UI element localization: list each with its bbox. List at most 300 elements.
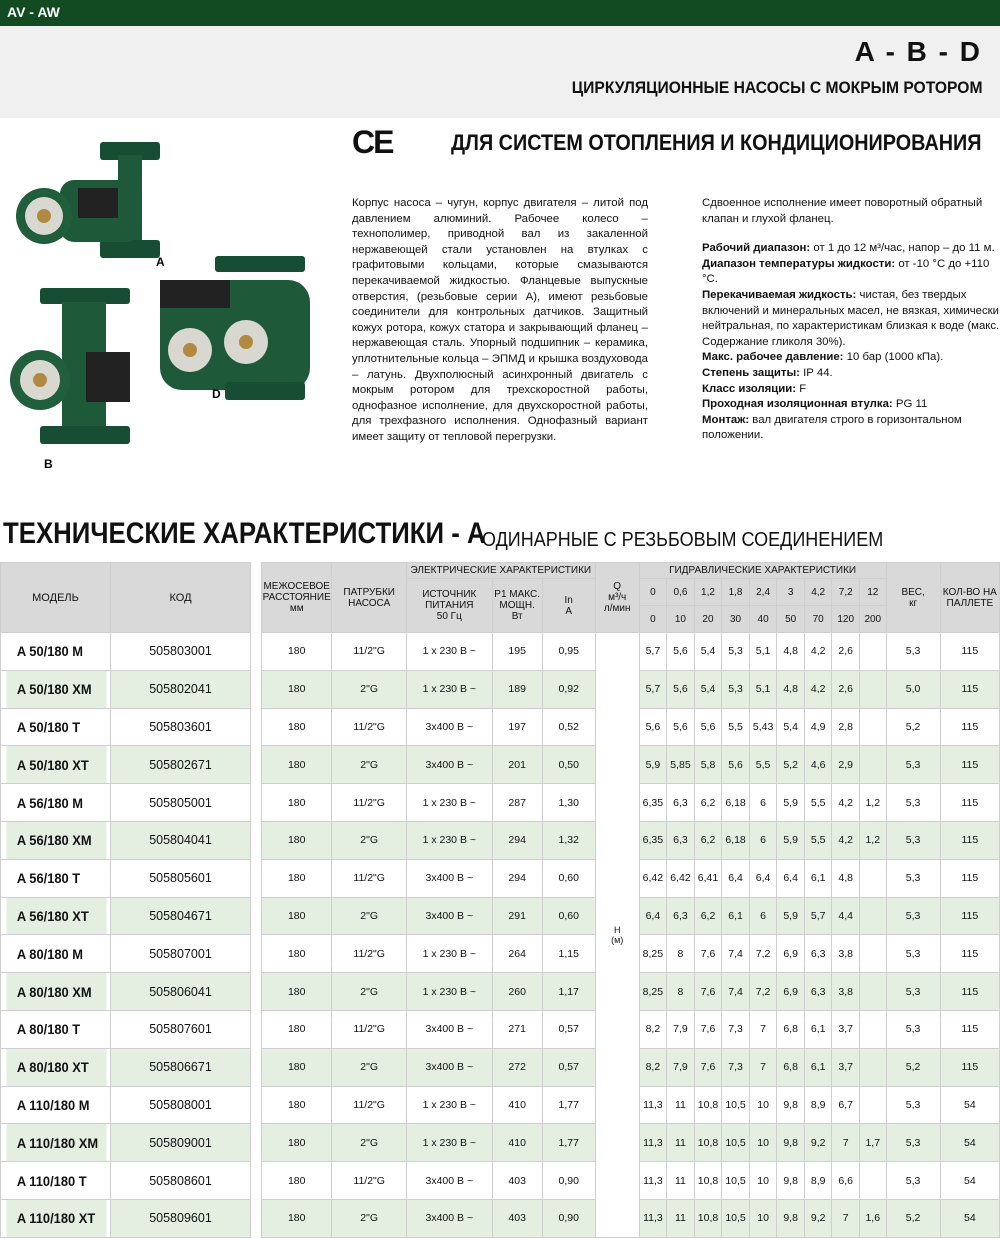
col-weight: ВЕС, кг	[886, 563, 940, 633]
head-cell	[860, 746, 887, 784]
pump-label-b: B	[44, 457, 53, 471]
supply-cell: 3x400 В ~	[406, 746, 492, 784]
head-cell: 5,9	[777, 784, 805, 822]
p1-cell: 201	[492, 746, 542, 784]
in-cell: 0,95	[542, 633, 595, 671]
header	[0, 26, 1000, 118]
head-cell: 6,35	[639, 821, 667, 859]
model-cell: A 80/180 XT	[5, 1048, 106, 1086]
head-cell: 10,8	[694, 1124, 722, 1162]
head-cell: 4,2	[832, 821, 860, 859]
weight-cell: 5,3	[886, 935, 940, 973]
pump-label-d: D	[212, 387, 221, 401]
distance-cell: 180	[262, 708, 332, 746]
col-distance: МЕЖОСЕВОЕ РАССТОЯНИЕ мм	[262, 563, 332, 633]
weight-cell: 5,2	[886, 1048, 940, 1086]
head-cell: 2,6	[832, 670, 860, 708]
in-cell: 0,57	[542, 1010, 595, 1048]
head-cell: 6,9	[777, 973, 805, 1011]
head-cell: 6,7	[832, 1086, 860, 1124]
p1-cell: 195	[492, 633, 542, 671]
head-cell: 5,85	[667, 746, 695, 784]
head-cell: 10,5	[722, 1086, 750, 1124]
head-cell: 5,2	[777, 746, 805, 784]
table-row	[1, 670, 251, 708]
p1-cell: 294	[492, 821, 542, 859]
port-cell: 11/2"G	[332, 859, 407, 897]
table-row	[1, 633, 251, 671]
head-cell: 5,5	[804, 821, 832, 859]
head-cell: 6,8	[777, 1048, 805, 1086]
p1-cell: 410	[492, 1086, 542, 1124]
distance-cell: 180	[262, 1199, 332, 1237]
pallet-cell: 115	[940, 784, 999, 822]
pallet-cell: 54	[940, 1199, 999, 1237]
weight-cell: 5,3	[886, 821, 940, 859]
head-cell: 11	[667, 1162, 695, 1200]
table-row	[1, 784, 251, 822]
spec-protection: Степень защиты: IP 44.	[702, 366, 833, 379]
head-cell: 7	[749, 1010, 777, 1048]
head-cell: 6,1	[804, 1048, 832, 1086]
p1-cell: 271	[492, 1010, 542, 1048]
weight-cell: 5,3	[886, 973, 940, 1011]
model-cell: A 110/180 XT	[5, 1199, 106, 1237]
weight-cell: 5,3	[886, 859, 940, 897]
head-cell: 5,9	[777, 821, 805, 859]
head-cell: 7,4	[722, 973, 750, 1011]
in-cell: 0,60	[542, 859, 595, 897]
model-cell: A 80/180 M	[5, 935, 106, 973]
head-cell	[860, 897, 887, 935]
head-cell: 6,3	[667, 897, 695, 935]
model-cell: A 56/180 M	[5, 784, 106, 822]
head-cell: 7,3	[722, 1010, 750, 1048]
supply-cell: 1 x 230 В ~	[406, 633, 492, 671]
head-cell: 8,9	[804, 1086, 832, 1124]
pallet-cell: 115	[940, 708, 999, 746]
pump-b-image	[10, 288, 130, 444]
distance-cell: 180	[262, 633, 332, 671]
distance-cell: 180	[262, 821, 332, 859]
distance-cell: 180	[262, 1048, 332, 1086]
model-cell: A 110/180 M	[5, 1086, 106, 1124]
distance-cell: 180	[262, 935, 332, 973]
table-row	[1, 1199, 251, 1237]
head-cell: 4,2	[804, 633, 832, 671]
section-title: ТЕХНИЧЕСКИЕ ХАРАКТЕРИСТИКИ - А	[3, 517, 486, 550]
head-cell	[860, 973, 887, 1011]
in-cell: 1,30	[542, 784, 595, 822]
pallet-cell: 115	[940, 821, 999, 859]
model-cell: A 50/180 T	[5, 708, 106, 746]
pallet-cell: 115	[940, 746, 999, 784]
in-cell: 0,90	[542, 1199, 595, 1237]
spec-temp: Диапазон температуры жидкости: от -10 °С до +110 °С.	[702, 257, 990, 286]
in-cell: 0,60	[542, 897, 595, 935]
series-bar: AV - AW	[0, 0, 1000, 26]
supply-cell: 3x400 В ~	[406, 859, 492, 897]
table-row	[1, 859, 251, 897]
head-cell	[860, 859, 887, 897]
head-cell: 11,3	[639, 1124, 667, 1162]
head-cell: 6,4	[777, 859, 805, 897]
head-cell: 7,6	[694, 973, 722, 1011]
head-cell: 6	[749, 821, 777, 859]
spec-table: МЕЖОСЕВОЕ РАССТОЯНИЕ мм ПАТРУБКИ НАСОСА ЭЛЕКТРИЧЕСКИЕ ХАРАКТЕРИСТИКИ Q м³/ч л/мин ГИДРАВЛИЧЕСКИЕ ХАРАКТЕРИСТИКИ ВЕС, кг КОЛ-ВО НА ПАЛЛЕТЕ ИСТОЧНИК ПИТАНИЯ 50 Гц P1 МАКС. МОЩН. Вт In A 0 0,6 1,2 1,8 2,4 3 4,2 7,2 12 0 10 20 30 40 50 70 120 200 180 11/2"G 1 x 230 В ~ 195 0,95 H (м) 5,7 5,6 5,4 5,3 5,1 4,8 4,2 2,6 5,3 115 180 2"G 1 x 230 В ~ 189 0,92 5,7 5,6 5,4 5,3 5,1 4,8 4,2 2,6 5,0 115 180 11/2"G 3x400 В ~ 197 0,52 5,6 5,6 5,6 5,5 5,43 5,4 4,9 2,8 5,2 115 180 2"G 3x400 В ~ 201 0,50 5,9 5,85 5,8 5,6 5,5 5,2 4,6 2,9 5,3 115 180 11/2"G 1 x 230 В ~ 287 1,30 6,35 6,3 6,2 6,18 6 5,9 5,5 4,2 1,2 5,3 115 180 2"G 1 x 230 В ~ 294 1,32 6,35 6,3 6,2 6,18 6 5,9 5,5 4,2 1,2 5,3 115 180 11/2"G 3x400 В ~ 294 0,60 6,42 6,42 6,41 6,4 6,4 6,4 6,1 4,8 5,3 115 180 2"G 3x400 В ~ 291 0,60 6,4 6,3 6,2 6,1 6 5,9 5,7 4,4 5,3 115 180 11/2"G 1 x 230 В ~ 264 1,15 8,25 8 7,6 7,4 7,2 6,9 6,3 3,8 5,3 115 180 2"G 1 x 230 В ~ 260 1,17 8,25 8 7,6 7,4 7,2 6,9 6,3 3,8 5,3 115 180 11/2"G 3x400 В ~ 271 0,57 8,2 7,9 7,6 7,3 7 6,8 6,1 3,7 5,3 115 180 2"G 3x400 В ~ 272 0,57 8,2 7,9 7,6 7,3 7 6,8 6,1 3,7 5,2 115 180 11/2"G 1 x 230 В ~ 410 1,77 11,3 11 10,8 10,5 10 9,8 8,9 6,7 5,3 54 180 2"G 1 x 230 В ~ 410 1,77 11,3 11 10,8 10,5 10 9,8 9,2 7 1,7 5,3 54 180 11/2"G 3x400 В ~ 403 0,90 11,3 11 10,8 10,5 10 9,8 8,9 6,6 5,3 54 180 2"G 3x400 В ~ 403 0,90 11,3 11 10,8 10,5 10 9,8 9,2 7 1,6 5,2 54	[261, 562, 1000, 1238]
head-cell: 5,7	[639, 670, 667, 708]
in-cell: 0,50	[542, 746, 595, 784]
head-cell	[860, 1086, 887, 1124]
distance-cell: 180	[262, 973, 332, 1011]
application-heading: ДЛЯ СИСТЕМ ОТОПЛЕНИЯ И КОНДИЦИОНИРОВАНИЯ	[451, 130, 982, 155]
pallet-cell: 115	[940, 1010, 999, 1048]
head-cell: 8,2	[639, 1010, 667, 1048]
table-row	[1, 1086, 251, 1124]
distance-cell: 180	[262, 1086, 332, 1124]
code-cell: 505802671	[111, 746, 251, 784]
p1-cell: 197	[492, 708, 542, 746]
code-cell: 505805001	[111, 784, 251, 822]
head-cell: 8	[667, 973, 695, 1011]
head-cell: 4,2	[804, 670, 832, 708]
supply-cell: 1 x 230 В ~	[406, 935, 492, 973]
spec-fluid: Перекачиваемая жидкость: чистая, без твердых включений и минеральных масел, не вязкая, химически нейтральная, по характеристикам близкая к воде (макс. Содержание гликоля 30%).	[702, 288, 1000, 348]
p1-cell: 287	[492, 784, 542, 822]
head-cell: 6,42	[667, 859, 695, 897]
model-cell: A 56/180 XT	[5, 897, 106, 935]
head-cell: 5,9	[777, 897, 805, 935]
head-cell: 9,2	[804, 1124, 832, 1162]
head-cell: 6,2	[694, 897, 722, 935]
head-cell: 5,7	[639, 633, 667, 671]
table-row	[1, 708, 251, 746]
supply-cell: 3x400 В ~	[406, 1048, 492, 1086]
head-cell: 8,25	[639, 935, 667, 973]
col-pallet: КОЛ-ВО НА ПАЛЛЕТЕ	[940, 563, 999, 633]
in-cell: 1,77	[542, 1124, 595, 1162]
port-cell: 2"G	[332, 973, 407, 1011]
spec-insulation: Класс изоляции: F	[702, 382, 807, 395]
model-table	[0, 562, 251, 1238]
supply-cell: 1 x 230 В ~	[406, 670, 492, 708]
table-row	[1, 746, 251, 784]
model-cell: A 56/180 XM	[5, 821, 106, 859]
head-cell: 7,4	[722, 935, 750, 973]
in-cell: 1,17	[542, 973, 595, 1011]
port-cell: 2"G	[332, 670, 407, 708]
head-cell: 3,7	[832, 1048, 860, 1086]
twin-note: Сдвоенное исполнение имеет поворотный обратный клапан и глухой фланец.	[702, 197, 983, 225]
port-cell: 2"G	[332, 746, 407, 784]
head-cell: 10	[749, 1199, 777, 1237]
head-cell: 4,2	[832, 784, 860, 822]
model-cell: A 80/180 T	[5, 1010, 106, 1048]
head-cell: 6,41	[694, 859, 722, 897]
model-cell: A 80/180 XM	[5, 973, 106, 1011]
head-cell: 5,4	[694, 670, 722, 708]
in-cell: 1,15	[542, 935, 595, 973]
head-cell: 5,6	[667, 708, 695, 746]
head-cell: 7,6	[694, 1010, 722, 1048]
supply-cell: 3x400 В ~	[406, 708, 492, 746]
head-cell	[860, 670, 887, 708]
code-cell: 505805601	[111, 859, 251, 897]
head-cell: 9,2	[804, 1199, 832, 1237]
weight-cell: 5,3	[886, 784, 940, 822]
col-q: Q м³/ч л/мин	[595, 563, 639, 633]
port-cell: 2"G	[332, 1124, 407, 1162]
model-cell: A 110/180 XM	[5, 1124, 106, 1162]
weight-cell: 5,2	[886, 1199, 940, 1237]
head-cell: 5,8	[694, 746, 722, 784]
p1-cell: 189	[492, 670, 542, 708]
head-cell: 6,3	[804, 973, 832, 1011]
port-cell: 2"G	[332, 897, 407, 935]
head-cell: 9,8	[777, 1162, 805, 1200]
code-cell: 505807001	[111, 935, 251, 973]
table-row	[1, 1048, 251, 1086]
p1-cell: 294	[492, 859, 542, 897]
head-cell: 10	[749, 1162, 777, 1200]
head-cell: 5,3	[722, 633, 750, 671]
description-right	[702, 196, 1000, 444]
pallet-cell: 115	[940, 973, 999, 1011]
port-cell: 2"G	[332, 821, 407, 859]
code-cell: 505808601	[111, 1162, 251, 1200]
head-cell: 11,3	[639, 1086, 667, 1124]
head-cell: 7	[749, 1048, 777, 1086]
code-cell: 505809001	[111, 1124, 251, 1162]
distance-cell: 180	[262, 784, 332, 822]
port-cell: 2"G	[332, 1048, 407, 1086]
head-cell: 8,2	[639, 1048, 667, 1086]
head-cell: 3,8	[832, 935, 860, 973]
code-cell: 505803001	[111, 633, 251, 671]
port-cell: 11/2"G	[332, 935, 407, 973]
code-cell: 505809601	[111, 1199, 251, 1237]
code-cell: 505802041	[111, 670, 251, 708]
code-cell: 505808001	[111, 1086, 251, 1124]
head-cell: 5,1	[749, 670, 777, 708]
head-cell: 11	[667, 1086, 695, 1124]
weight-cell: 5,3	[886, 1124, 940, 1162]
port-cell: 11/2"G	[332, 1010, 407, 1048]
page-title: A - B - D	[854, 36, 982, 67]
supply-cell: 3x400 В ~	[406, 1010, 492, 1048]
head-cell: 6,4	[639, 897, 667, 935]
head-cell: 6,1	[804, 1010, 832, 1048]
port-cell: 11/2"G	[332, 1162, 407, 1200]
head-cell: 6,2	[694, 821, 722, 859]
weight-cell: 5,3	[886, 897, 940, 935]
head-cell: 5,43	[749, 708, 777, 746]
col-group-electrical: ЭЛЕКТРИЧЕСКИЕ ХАРАКТЕРИСТИКИ	[406, 563, 595, 579]
head-cell: 6,4	[722, 859, 750, 897]
supply-cell: 1 x 230 В ~	[406, 784, 492, 822]
head-cell: 7,3	[722, 1048, 750, 1086]
code-cell: 505806041	[111, 973, 251, 1011]
head-cell: 5,5	[722, 708, 750, 746]
head-cell: 2,9	[832, 746, 860, 784]
head-cell: 9,8	[777, 1124, 805, 1162]
head-label-cell: H (м)	[595, 633, 639, 1238]
head-cell: 6,6	[832, 1162, 860, 1200]
head-cell: 6,3	[667, 784, 695, 822]
head-cell: 6,3	[667, 821, 695, 859]
pallet-cell: 54	[940, 1086, 999, 1124]
model-cell: A 50/180 M	[5, 633, 106, 671]
head-cell: 9,8	[777, 1199, 805, 1237]
distance-cell: 180	[262, 1124, 332, 1162]
distance-cell: 180	[262, 1010, 332, 1048]
weight-cell: 5,3	[886, 1162, 940, 1200]
distance-cell: 180	[262, 1162, 332, 1200]
head-cell	[860, 1162, 887, 1200]
spec-range: Рабочий диапазон: от 1 до 12 м³/час, напор – до 11 м.	[702, 242, 995, 255]
col-code: КОД	[111, 563, 251, 633]
col-in: In A	[542, 579, 595, 633]
pallet-cell: 115	[940, 1048, 999, 1086]
in-cell: 0,92	[542, 670, 595, 708]
head-cell: 4,8	[777, 633, 805, 671]
head-cell: 2,6	[832, 633, 860, 671]
description-left: Корпус насоса – чугун, корпус двигателя – литой под давлением алюминий. Рабочее колесо – технополимер, приводной вал из закаленной нержавеющей стали установлен на втулках с графитовыми кольцами, которые смазываются перекачиваемой жидкостью. Фланцевые выпускные отверстия, (резьбовые серии А), имеют резьбовые соединители для контрольных датчиков. Защитный кожух ротора, кожух статора и закрывающий фланец – нержавеющая сталь. Упорный подшипник – керамика, уплотнительные кольца – ЭПМД и крышка воздуховода – латунь. Двухполюсный асинхронный двигатель с мокрым ротором для трехскоростной работы, однофазное исполнение, для двухскоростной работы, для трехфазного исполнения. Однофазный вариант имеет защиту от тепловой перегрузки.	[352, 197, 648, 443]
head-cell: 10,5	[722, 1124, 750, 1162]
head-cell: 5,1	[749, 633, 777, 671]
head-cell: 6,3	[804, 935, 832, 973]
table-row	[1, 973, 251, 1011]
port-cell: 11/2"G	[332, 708, 407, 746]
head-cell: 5,6	[722, 746, 750, 784]
head-cell: 5,6	[667, 633, 695, 671]
head-cell: 5,9	[639, 746, 667, 784]
head-cell: 5,5	[804, 784, 832, 822]
model-cell: A 50/180 XM	[5, 670, 106, 708]
head-cell: 5,6	[639, 708, 667, 746]
pallet-cell: 115	[940, 897, 999, 935]
head-cell: 7	[832, 1124, 860, 1162]
head-cell	[860, 708, 887, 746]
head-cell	[860, 935, 887, 973]
head-cell: 3,8	[832, 973, 860, 1011]
model-cell: A 50/180 XT	[5, 746, 106, 784]
head-cell: 10	[749, 1086, 777, 1124]
weight-cell: 5,2	[886, 708, 940, 746]
code-cell: 505804041	[111, 821, 251, 859]
pallet-cell: 115	[940, 633, 999, 671]
head-cell: 3,7	[832, 1010, 860, 1048]
head-cell: 6	[749, 897, 777, 935]
page-subtitle: ЦИРКУЛЯЦИОННЫЕ НАСОСЫ С МОКРЫМ РОТОРОМ	[571, 78, 982, 97]
weight-cell: 5,3	[886, 1010, 940, 1048]
spec-pressure: Макс. рабочее давление: 10 бар (1000 кПа).	[702, 351, 944, 364]
section-heading	[0, 515, 1000, 557]
supply-cell: 1 x 230 В ~	[406, 821, 492, 859]
head-cell: 11,3	[639, 1162, 667, 1200]
head-cell: 7	[832, 1199, 860, 1237]
head-cell: 7,6	[694, 1048, 722, 1086]
head-cell: 10,8	[694, 1162, 722, 1200]
head-cell	[860, 1010, 887, 1048]
head-cell: 7,9	[667, 1010, 695, 1048]
distance-cell: 180	[262, 746, 332, 784]
p1-cell: 272	[492, 1048, 542, 1086]
port-cell: 2"G	[332, 1199, 407, 1237]
table-row	[1, 1010, 251, 1048]
head-cell: 6,9	[777, 935, 805, 973]
head-cell: 1,2	[860, 784, 887, 822]
head-cell: 6,35	[639, 784, 667, 822]
p1-cell: 410	[492, 1124, 542, 1162]
head-cell: 5,3	[722, 670, 750, 708]
head-cell: 5,6	[667, 670, 695, 708]
head-cell: 6,18	[722, 784, 750, 822]
table-row	[1, 1124, 251, 1162]
head-cell: 6,1	[804, 859, 832, 897]
head-cell: 7,2	[749, 973, 777, 1011]
head-cell: 10,8	[694, 1086, 722, 1124]
head-cell: 1,6	[860, 1199, 887, 1237]
pump-a-image	[16, 142, 160, 258]
table-row	[262, 633, 1000, 671]
pump-illustrations	[0, 130, 340, 480]
head-cell: 7,6	[694, 935, 722, 973]
distance-cell: 180	[262, 859, 332, 897]
ce-mark: CE	[352, 124, 393, 160]
code-cell: 505807601	[111, 1010, 251, 1048]
weight-cell: 5,0	[886, 670, 940, 708]
head-cell: 7,9	[667, 1048, 695, 1086]
col-p1: P1 МАКС. МОЩН. Вт	[492, 579, 542, 633]
col-group-hydraulic: ГИДРАВЛИЧЕСКИЕ ХАРАКТЕРИСТИКИ	[639, 563, 886, 579]
code-cell: 505804671	[111, 897, 251, 935]
head-cell: 4,8	[777, 670, 805, 708]
supply-cell: 3x400 В ~	[406, 897, 492, 935]
head-cell: 10,5	[722, 1162, 750, 1200]
in-cell: 0,90	[542, 1162, 595, 1200]
head-cell: 8,25	[639, 973, 667, 1011]
head-cell	[860, 633, 887, 671]
col-ports: ПАТРУБКИ НАСОСА	[332, 563, 407, 633]
head-cell: 4,4	[832, 897, 860, 935]
p1-cell: 264	[492, 935, 542, 973]
head-cell: 4,6	[804, 746, 832, 784]
head-cell	[860, 1048, 887, 1086]
col-supply: ИСТОЧНИК ПИТАНИЯ 50 Гц	[406, 579, 492, 633]
pallet-cell: 54	[940, 1162, 999, 1200]
code-cell: 505806671	[111, 1048, 251, 1086]
table-row	[1, 1162, 251, 1200]
section-subtitle: ОДИНАРНЫЕ С РЕЗЬБОВЫМ СОЕДИНЕНИЕМ	[482, 529, 884, 551]
supply-cell: 3x400 В ~	[406, 1162, 492, 1200]
spec-bushing: Проходная изоляционная втулка: PG 11	[702, 398, 928, 411]
supply-cell: 1 x 230 В ~	[406, 1086, 492, 1124]
head-cell: 6,4	[749, 859, 777, 897]
head-cell: 4,9	[804, 708, 832, 746]
pallet-cell: 54	[940, 1124, 999, 1162]
port-cell: 11/2"G	[332, 1086, 407, 1124]
pallet-cell: 115	[940, 670, 999, 708]
weight-cell: 5,3	[886, 1086, 940, 1124]
head-cell: 6,1	[722, 897, 750, 935]
head-cell: 1,7	[860, 1124, 887, 1162]
port-cell: 11/2"G	[332, 633, 407, 671]
head-cell: 5,5	[749, 746, 777, 784]
head-cell: 9,8	[777, 1086, 805, 1124]
head-cell: 6,42	[639, 859, 667, 897]
table-row	[1, 897, 251, 935]
